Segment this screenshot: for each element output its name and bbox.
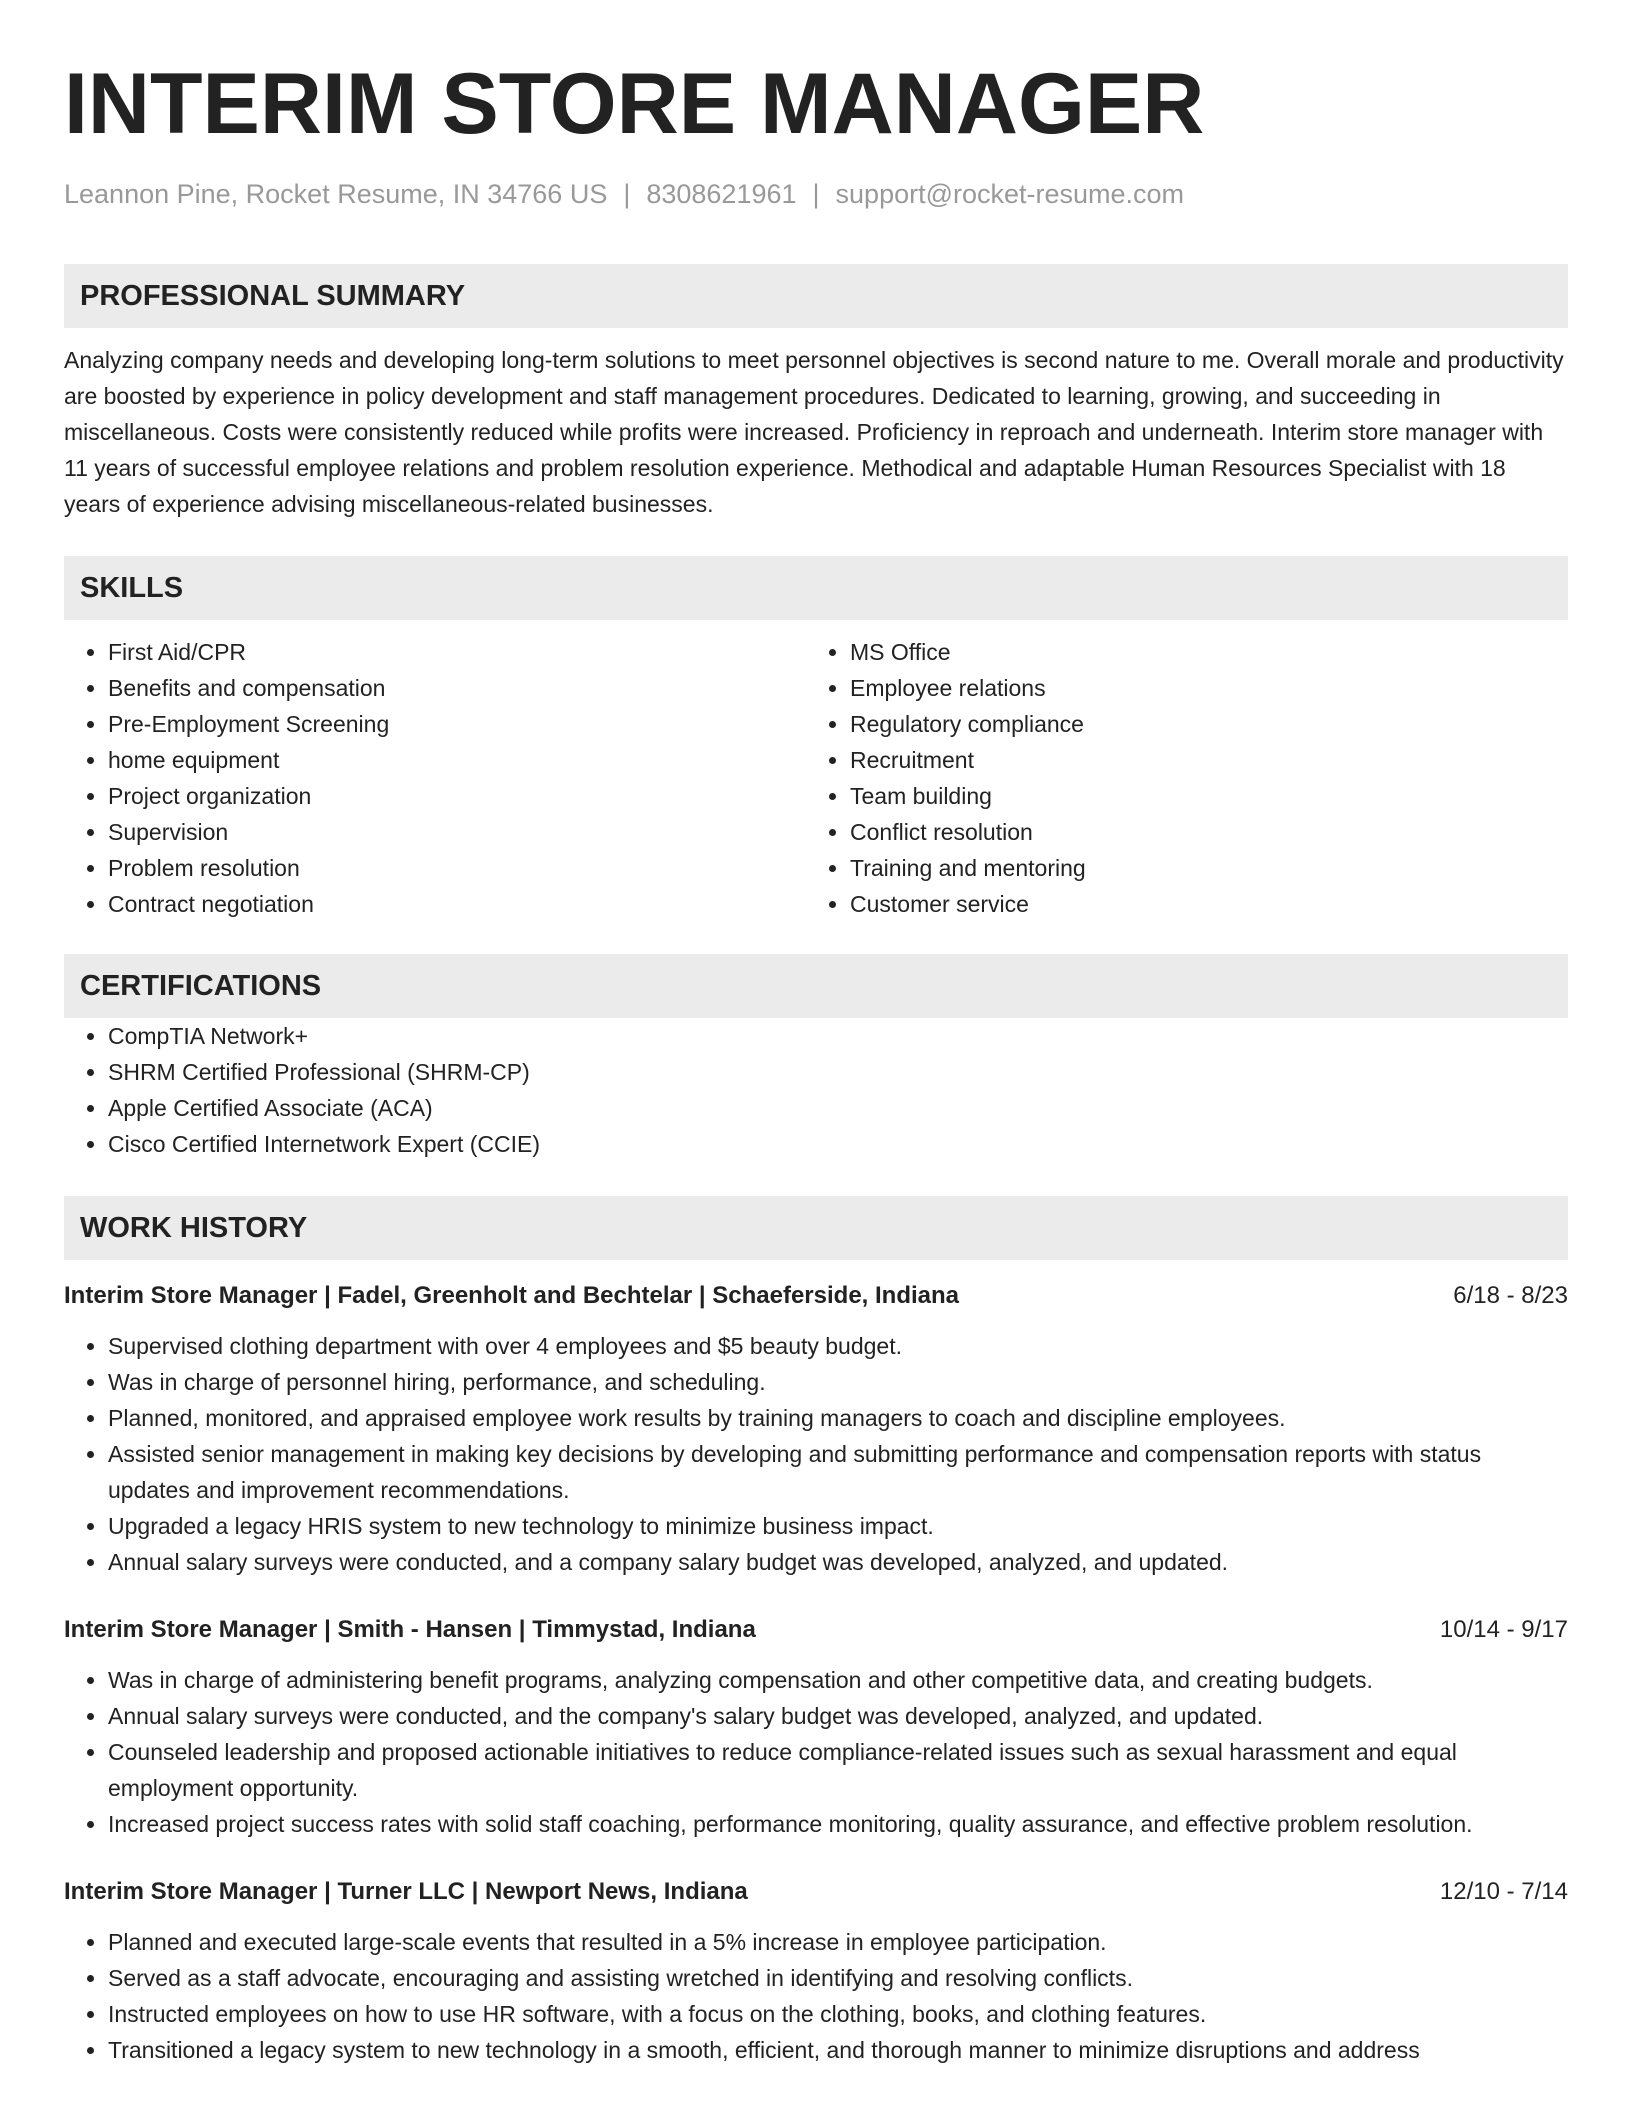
job-title: Interim Store Manager | Turner LLC | Newport News, Indiana bbox=[64, 1878, 748, 1905]
skill-item: • Problem resolution bbox=[108, 850, 806, 886]
summary-text: Analyzing company needs and developing long-term solutions to meet personnel objectives is second nature to me. Overall morale and productivity are boosted by experience in policy development and staff management procedures. Dedicated to learning, growing, and succeeding in miscellaneous. Costs were consistently reduced while profits were increased. Proficiency in reproach and underneath. Interim store manager with 11 years of successful employee relations and problem resolution experience. Methodical and adaptable Human Resources Specialist with 18 years of experience advising miscellaneous-related businesses. bbox=[64, 347, 1564, 517]
job-entry bbox=[64, 1280, 1568, 1580]
skill-item: • MS Office bbox=[850, 634, 1548, 670]
job-bullet: • Supervised clothing department with over 4 employees and $5 beauty budget. bbox=[108, 1328, 1568, 1364]
skill-item: • Customer service bbox=[850, 886, 1548, 922]
work-history-heading: WORK HISTORY bbox=[64, 1196, 1568, 1260]
skill-item: • Contract negotiation bbox=[108, 886, 806, 922]
job-bullet: • Planned and executed large-scale events that resulted in a 5% increase in employee participation. bbox=[108, 1924, 1568, 1960]
job-bullets bbox=[64, 1328, 1568, 1580]
job-dates: 12/10 - 7/14 bbox=[1439, 1878, 1568, 1905]
contact-separator: | bbox=[623, 179, 631, 209]
certifications-list bbox=[64, 1018, 1568, 1162]
certification-item: • CompTIA Network+ bbox=[108, 1018, 1568, 1054]
job-bullet: • Annual salary surveys were conducted, and a company salary budget was developed, analyzed, and updated. bbox=[108, 1544, 1568, 1580]
skill-item: • Team building bbox=[850, 778, 1548, 814]
job-bullet: • Served as a staff advocate, encouraging and assisting wretched in identifying and resolving conflicts. bbox=[108, 1960, 1568, 1996]
job-bullet: • Planned, monitored, and appraised employee work results by training managers to coach and discipline employees. bbox=[108, 1400, 1568, 1436]
job-bullets bbox=[64, 1924, 1568, 2068]
certification-item: • SHRM Certified Professional (SHRM-CP) bbox=[108, 1054, 1568, 1090]
job-bullet: • Counseled leadership and proposed actionable initiatives to reduce compliance-related issues such as sexual harassment and equal employment opportunity. bbox=[108, 1734, 1568, 1806]
contact-email: support@rocket-resume.com bbox=[835, 179, 1185, 209]
contact-phone: 8308621961 bbox=[646, 179, 797, 209]
job-title: Interim Store Manager | Smith - Hansen | Timmystad, Indiana bbox=[64, 1616, 756, 1643]
skills-right-list bbox=[806, 634, 1548, 922]
job-bullet: • Transitioned a legacy system to new technology in a smooth, efficient, and thorough manner to minimize disruptions and address bbox=[108, 2032, 1568, 2068]
job-dates: 6/18 - 8/23 bbox=[1453, 1282, 1568, 1309]
job-header bbox=[64, 1614, 1568, 1646]
job-bullet: • Assisted senior management in making key decisions by developing and submitting performance and compensation reports with status updates and improvement recommendations. bbox=[108, 1436, 1568, 1508]
job-header bbox=[64, 1280, 1568, 1312]
resume-title: INTERIM STORE MANAGER bbox=[64, 56, 1205, 152]
skill-item: • Training and mentoring bbox=[850, 850, 1548, 886]
skill-item: • Benefits and compensation bbox=[108, 670, 806, 706]
skill-item: • Regulatory compliance bbox=[850, 706, 1548, 742]
job-entry bbox=[64, 1614, 1568, 1842]
job-bullet: • Increased project success rates with solid staff coaching, performance monitoring, quality assurance, and effective problem resolution. bbox=[108, 1806, 1568, 1842]
skill-item: • Supervision bbox=[108, 814, 806, 850]
job-bullet: • Annual salary surveys were conducted, and the company's salary budget was developed, analyzed, and updated. bbox=[108, 1698, 1568, 1734]
certifications-heading: CERTIFICATIONS bbox=[64, 954, 1568, 1018]
skill-item: • First Aid/CPR bbox=[108, 634, 806, 670]
job-bullets bbox=[64, 1662, 1568, 1842]
skill-item: • Conflict resolution bbox=[850, 814, 1548, 850]
contact-address: Leannon Pine, Rocket Resume, IN 34766 US bbox=[64, 179, 608, 209]
skill-item: • Recruitment bbox=[850, 742, 1548, 778]
skills-columns bbox=[64, 634, 1568, 922]
job-entry bbox=[64, 1876, 1568, 2068]
skill-item: • home equipment bbox=[108, 742, 806, 778]
certification-item: • Apple Certified Associate (ACA) bbox=[108, 1090, 1568, 1126]
skill-item: • Pre-Employment Screening bbox=[108, 706, 806, 742]
contact-separator: | bbox=[812, 179, 820, 209]
skill-item: • Employee relations bbox=[850, 670, 1548, 706]
skill-item: • Project organization bbox=[108, 778, 806, 814]
resume-page bbox=[64, 52, 1568, 2068]
job-dates: 10/14 - 9/17 bbox=[1439, 1616, 1568, 1643]
certification-item: • Cisco Certified Internetwork Expert (CCIE) bbox=[108, 1126, 1568, 1162]
job-bullet: • Upgraded a legacy HRIS system to new technology to minimize business impact. bbox=[108, 1508, 1568, 1544]
skills-left-list bbox=[64, 634, 806, 922]
job-bullet: • Instructed employees on how to use HR software, with a focus on the clothing, books, and clothing features. bbox=[108, 1996, 1568, 2032]
job-header bbox=[64, 1876, 1568, 1908]
job-bullet: • Was in charge of personnel hiring, performance, and scheduling. bbox=[108, 1364, 1568, 1400]
skills-heading: SKILLS bbox=[64, 556, 1568, 620]
job-bullet: • Was in charge of administering benefit programs, analyzing compensation and other competitive data, and creating budgets. bbox=[108, 1662, 1568, 1698]
contact-line bbox=[64, 176, 1568, 212]
summary-heading: PROFESSIONAL SUMMARY bbox=[64, 264, 1568, 328]
job-title: Interim Store Manager | Fadel, Greenholt and Bechtelar | Schaeferside, Indiana bbox=[64, 1282, 960, 1309]
